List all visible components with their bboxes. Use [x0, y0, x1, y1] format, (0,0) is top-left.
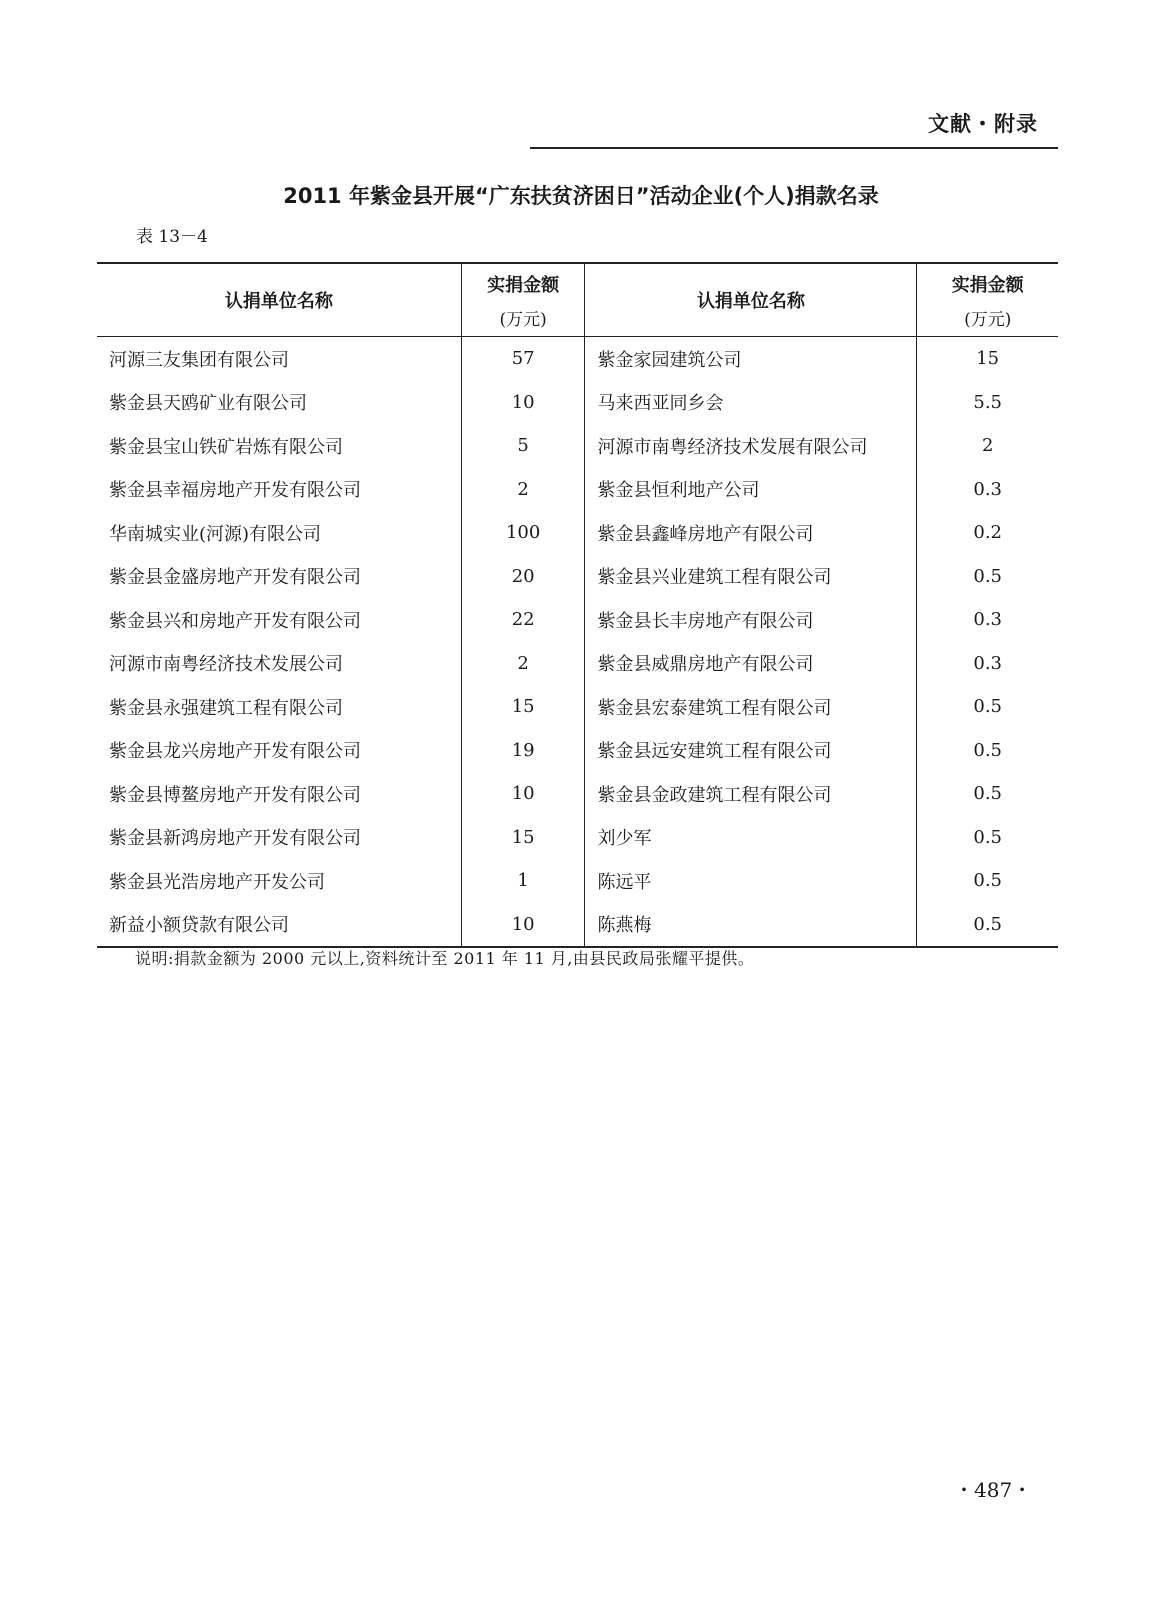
left-amount: 19 [461, 729, 585, 773]
right-amount: 0.5 [917, 729, 1058, 773]
table-row [97, 555, 1058, 599]
left-donor-name: 紫金县兴和房地产开发有限公司 [109, 610, 361, 632]
right-donor-name: 紫金县兴业建筑工程有限公司 [585, 555, 917, 599]
left-amount: 10 [461, 903, 585, 948]
left-amount: 15 [461, 685, 585, 729]
right-amount: 0.3 [917, 642, 1058, 686]
right-amount: 0.5 [917, 555, 1058, 599]
left-donor-name: 紫金县光浩房地产开发公司 [109, 871, 325, 893]
left-donor-name: 华南城实业(河源)有限公司 [109, 523, 322, 545]
left-donor-name: 河源三友集团有限公司 [109, 349, 289, 371]
right-donor-name: 紫金县鑫峰房地产有限公司 [585, 511, 917, 555]
table-row [97, 511, 1058, 555]
right-donor-name: 马来西亚同乡会 [585, 381, 917, 425]
right-amount: 0.5 [917, 685, 1058, 729]
table-row [97, 598, 1058, 642]
left-amount: 1 [461, 859, 585, 903]
right-donor-name: 紫金县远安建筑工程有限公司 [585, 729, 917, 773]
right-amount: 5.5 [917, 381, 1058, 425]
table-number: 表 13－4 [136, 227, 208, 247]
right-amount: 0.5 [917, 903, 1058, 948]
right-donor-name: 陈远平 [585, 859, 917, 903]
left-donor-name: 紫金县博鳌房地产开发有限公司 [109, 784, 361, 806]
right-amount: 0.5 [917, 859, 1058, 903]
left-donor-name: 紫金县金盛房地产开发有限公司 [109, 567, 361, 589]
table-row [97, 381, 1058, 425]
table-title: 2011 年紫金县开展“广东扶贫济困日”活动企业(个人)捐款名录 [283, 184, 879, 208]
right-donor-name: 紫金县威鼎房地产有限公司 [585, 642, 917, 686]
header-name-right: 认捐单位名称 [585, 263, 917, 337]
table-row [97, 685, 1058, 729]
right-amount: 0.3 [917, 598, 1058, 642]
right-donor-name: 陈燕梅 [585, 903, 917, 948]
header-unit-left: (万元) [499, 309, 547, 330]
left-donor-name: 紫金县天鸥矿业有限公司 [109, 393, 307, 415]
header-rule [530, 147, 1058, 149]
table-row [97, 729, 1058, 773]
right-amount: 0.5 [917, 772, 1058, 816]
left-amount: 10 [461, 772, 585, 816]
table-row [97, 772, 1058, 816]
right-donor-name: 紫金县金政建筑工程有限公司 [585, 772, 917, 816]
left-donor-name: 紫金县宝山铁矿岩炼有限公司 [109, 436, 343, 458]
left-amount: 5 [461, 424, 585, 468]
header-amount-left: 实捐金额 (万元) [461, 263, 585, 337]
left-donor-name: 紫金县幸福房地产开发有限公司 [109, 480, 361, 502]
table-row [97, 468, 1058, 512]
left-amount: 22 [461, 598, 585, 642]
left-amount: 20 [461, 555, 585, 599]
left-donor-name: 紫金县龙兴房地产开发有限公司 [109, 741, 361, 763]
left-amount: 10 [461, 381, 585, 425]
page-number: ・487・ [954, 1478, 1033, 1502]
left-donor-name: 新益小额贷款有限公司 [97, 903, 461, 948]
header-amount-right: 实捐金额 (万元) [917, 263, 1058, 337]
table-row [97, 903, 1058, 948]
running-head: 文献・附录 [928, 112, 1038, 136]
table-row [97, 337, 1058, 381]
table-row [97, 642, 1058, 686]
left-donor-name: 紫金县新鸿房地产开发有限公司 [109, 828, 361, 850]
left-amount: 15 [461, 816, 585, 860]
donation-table [97, 262, 1058, 948]
table-row [97, 424, 1058, 468]
header-name-left: 认捐单位名称 [97, 263, 461, 337]
right-donor-name: 紫金家园建筑公司 [585, 337, 917, 381]
left-amount: 2 [461, 468, 585, 512]
right-amount: 0.3 [917, 468, 1058, 512]
left-donor-name: 紫金县永强建筑工程有限公司 [109, 697, 343, 719]
right-donor-name: 紫金县恒利地产公司 [585, 468, 917, 512]
right-amount: 0.5 [917, 816, 1058, 860]
left-amount: 2 [461, 642, 585, 686]
right-donor-name: 河源市南粤经济技术发展有限公司 [585, 424, 917, 468]
right-donor-name: 刘少军 [585, 816, 917, 860]
left-donor-name: 河源市南粤经济技术发展公司 [109, 654, 343, 676]
right-donor-name: 紫金县宏泰建筑工程有限公司 [585, 685, 917, 729]
right-amount: 0.2 [917, 511, 1058, 555]
header-unit-right: (万元) [964, 309, 1012, 330]
table-header-row [97, 263, 1058, 337]
table-row [97, 859, 1058, 903]
left-amount: 100 [461, 511, 585, 555]
right-amount: 15 [917, 337, 1058, 381]
table-row [97, 816, 1058, 860]
right-amount: 2 [917, 424, 1058, 468]
table-note: 说明:捐款金额为 2000 元以上,资料统计至 2011 年 11 月,由县民政局张耀平提供。 [135, 949, 755, 968]
right-donor-name: 紫金县长丰房地产有限公司 [585, 598, 917, 642]
left-amount: 57 [461, 337, 585, 381]
